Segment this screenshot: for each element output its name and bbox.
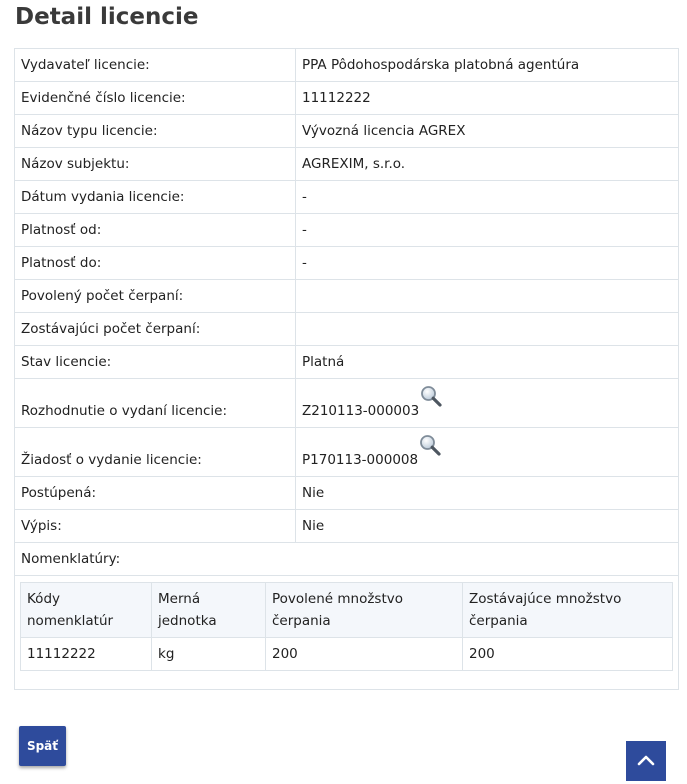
- detail-label: Postúpená:: [15, 477, 296, 510]
- back-button[interactable]: Späť: [19, 726, 66, 766]
- detail-label: Evidenčné číslo licencie:: [15, 82, 296, 115]
- detail-row-issuer: [15, 49, 678, 82]
- detail-label: Zostávajúci počet čerpaní:: [15, 313, 296, 346]
- detail-label: Názov typu licencie:: [15, 115, 296, 148]
- detail-value: Nie: [296, 510, 679, 543]
- detail-value: Platná: [296, 346, 679, 379]
- detail-value: Vývozná licencia AGREX: [296, 115, 679, 148]
- detail-row-assigned: [15, 477, 678, 510]
- column-header: Merná jednotka: [152, 583, 266, 638]
- nomenclature-label: Nomenklatúry:: [15, 543, 678, 576]
- table-row: [21, 638, 673, 671]
- detail-row-application: [15, 428, 678, 477]
- detail-value: 11112222: [296, 82, 679, 115]
- detail-label: Vydavateľ licencie:: [15, 49, 296, 82]
- application-number: P170113-000008: [302, 452, 419, 468]
- detail-row-statement: [15, 510, 678, 543]
- column-header: Povolené množstvo čerpania: [266, 583, 463, 638]
- chevron-up-icon: [626, 769, 666, 784]
- table-cell: 11112222: [21, 638, 152, 671]
- detail-value: -: [296, 214, 679, 247]
- detail-row-license-type: [15, 115, 678, 148]
- table-cell: 200: [266, 638, 463, 671]
- license-detail-panel: [14, 48, 679, 690]
- detail-row-license-number: [15, 82, 678, 115]
- detail-label: Platnosť do:: [15, 247, 296, 280]
- detail-row-remaining-draws: [15, 313, 678, 346]
- nomenclature-section: [15, 576, 678, 671]
- detail-row-status: [15, 346, 678, 379]
- detail-label: Povolený počet čerpaní:: [15, 280, 296, 313]
- detail-row-valid-from: [15, 214, 678, 247]
- detail-label: Žiadosť o vydanie licencie:: [15, 428, 296, 477]
- detail-row-allowed-draws: [15, 280, 678, 313]
- detail-label: Názov subjektu:: [15, 148, 296, 181]
- detail-row-valid-to: [15, 247, 678, 280]
- magnifier-icon[interactable]: [420, 385, 442, 407]
- column-header: Kódy nomenklatúr: [21, 583, 152, 638]
- nomenclature-table: [20, 582, 673, 671]
- detail-value-cell: [296, 428, 679, 477]
- detail-value: Nie: [296, 477, 679, 510]
- table-cell: 200: [463, 638, 673, 671]
- detail-value: -: [296, 247, 679, 280]
- detail-value: -: [296, 181, 679, 214]
- detail-label: Rozhodnutie o vydaní licencie:: [15, 379, 296, 428]
- detail-row-decision: [15, 379, 678, 428]
- detail-label: Stav licencie:: [15, 346, 296, 379]
- detail-row-subject: [15, 148, 678, 181]
- table-cell: kg: [152, 638, 266, 671]
- page-title: Detail licencie: [15, 4, 199, 30]
- detail-row-nomenclature: [15, 543, 678, 576]
- scroll-to-top-button[interactable]: [626, 741, 666, 781]
- decision-number: Z210113-000003: [302, 403, 420, 419]
- detail-label: Výpis:: [15, 510, 296, 543]
- detail-value-cell: [296, 379, 679, 428]
- column-header: Zostávajúce množstvo čerpania: [463, 583, 673, 638]
- detail-label: Dátum vydania licencie:: [15, 181, 296, 214]
- nomenclature-header-row: [21, 583, 673, 638]
- detail-value: AGREXIM, s.r.o.: [296, 148, 679, 181]
- license-detail-table: [15, 49, 678, 576]
- detail-value: PPA Pôdohospodárska platobná agentúra: [296, 49, 679, 82]
- detail-row-issue-date: [15, 181, 678, 214]
- detail-value: [296, 313, 679, 346]
- detail-value: [296, 280, 679, 313]
- detail-label: Platnosť od:: [15, 214, 296, 247]
- magnifier-icon[interactable]: [419, 434, 441, 456]
